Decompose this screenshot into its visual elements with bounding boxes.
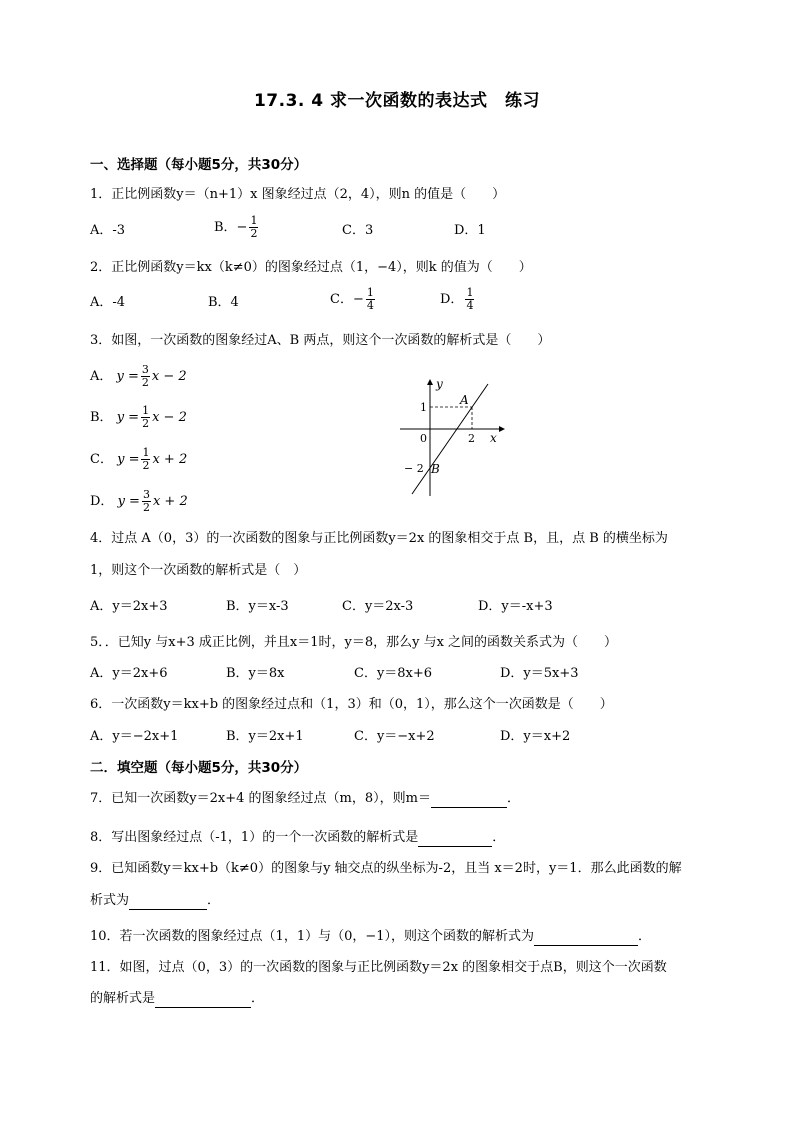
question-11-line-2 xyxy=(90,990,264,1008)
option-c: C．y＝2x-3 xyxy=(342,599,414,614)
question-6: 6．一次函数y＝kx+b 的图象经过点和（1，3）和（0，1），那么这个一次函数是（ ） xyxy=(90,697,613,712)
fraction-numerator: 1 xyxy=(250,214,258,227)
question-6-options xyxy=(90,728,710,748)
option-label: C． xyxy=(90,452,113,467)
point-b-label: B xyxy=(431,462,440,476)
question-1-options xyxy=(90,214,710,254)
option-a: A．y＝2x+6 xyxy=(90,666,168,681)
option-d xyxy=(440,287,476,312)
question-9-line-2 xyxy=(90,892,220,910)
option-c-label: C．− xyxy=(330,292,364,307)
option-c: C．y＝−x+2 xyxy=(354,729,435,744)
fraction xyxy=(249,215,258,240)
option-b: B．4 xyxy=(208,295,239,310)
y-tick-label-positive: 1 xyxy=(420,401,427,414)
y-axis-label: y xyxy=(436,377,443,391)
equation-lhs: y = xyxy=(117,452,140,467)
option-d: D．1 xyxy=(454,223,486,238)
question-9-line-1: 9．已知函数y＝kx+b（k≠0）的图象与y 轴交点的纵坐标为-2，且当 x＝2时，y＝1．那么此函数的解 xyxy=(90,861,682,876)
question-8-text: 8．写出图象经过点（-1，1）的一个一次函数的解析式是 xyxy=(90,830,419,845)
option-d-label: D． xyxy=(440,292,464,307)
equation-lhs: y = xyxy=(117,494,140,509)
answer-blank[interactable] xyxy=(418,832,492,847)
fraction xyxy=(141,447,150,472)
option-b xyxy=(214,215,260,240)
question-11-end: ． xyxy=(251,991,265,1006)
x-tick-label: 2 xyxy=(468,432,475,445)
equation-lhs: y = xyxy=(116,410,140,425)
fraction-numerator: 1 xyxy=(466,286,474,299)
fraction-numerator: 1 xyxy=(366,286,374,299)
option-label: D． xyxy=(90,494,114,509)
question-5: 5．．已知y 与x+3 成正比例，并且x＝1时，y＝8，那么y 与x 之间的函数关系式为（ ） xyxy=(90,635,618,650)
option-label: A． xyxy=(90,369,113,384)
option-c: C．3 xyxy=(342,223,374,238)
question-2-options xyxy=(90,286,710,326)
fraction-numerator: 1 xyxy=(142,446,150,459)
answer-blank[interactable] xyxy=(534,931,638,946)
fraction-denominator: 2 xyxy=(142,459,150,472)
option-d: D．y＝x+2 xyxy=(500,729,571,744)
answer-blank[interactable] xyxy=(431,793,507,808)
question-4-line-2: 1，则这个一次函数的解析式是（ ） xyxy=(90,563,307,578)
fraction xyxy=(142,489,151,514)
question-7-text: 7．已知一次函数y＝2x+4 的图象经过点（m，8），则m＝ xyxy=(90,791,431,806)
y-tick-label-negative: − 2 xyxy=(404,462,424,475)
fraction-numerator: 3 xyxy=(142,488,150,501)
fraction-denominator: 2 xyxy=(141,376,149,389)
option-a: A．-4 xyxy=(90,295,126,310)
equation-lhs: y = xyxy=(116,369,139,384)
question-9-text: 析式为 xyxy=(90,893,130,908)
question-3-option-a xyxy=(90,364,187,389)
fraction-numerator: 1 xyxy=(142,404,150,417)
question-8 xyxy=(90,829,505,847)
option-b: B．y＝8x xyxy=(226,666,285,681)
option-a: A．y＝−2x+1 xyxy=(90,729,179,744)
option-b: B．y＝x-3 xyxy=(226,599,289,614)
page-title: 17.3. 4 求一次函数的表达式 练习 xyxy=(253,91,541,111)
fraction xyxy=(141,364,150,389)
fraction xyxy=(465,287,474,312)
equation-rhs: x + 2 xyxy=(152,494,188,509)
fraction xyxy=(141,405,150,430)
question-3-option-c xyxy=(90,447,187,472)
question-1: 1．正比例函数y＝（n+1）x 图象经过点（2，4），则n 的值是（ ） xyxy=(90,187,506,202)
question-2: 2．正比例函数y＝kx（k≠0）的图象经过点（1，−4），则k 的值为（ ） xyxy=(90,260,532,275)
section-heading-choice: 一、选择题（每小题5分，共30分） xyxy=(90,157,308,173)
answer-blank[interactable] xyxy=(129,895,207,910)
section-heading-fill-in: 二．填空题（每小题5分，共30分） xyxy=(90,760,308,776)
question-4-options xyxy=(90,598,710,618)
point-a-label: A xyxy=(460,393,469,407)
origin-label: 0 xyxy=(420,432,427,445)
question-10-end: ． xyxy=(638,929,652,944)
x-axis-label: x xyxy=(490,431,497,445)
option-d: D．y＝5x+3 xyxy=(500,666,579,681)
question-3-option-b xyxy=(90,405,187,430)
equation-rhs: x + 2 xyxy=(152,452,188,467)
fraction-denominator: 4 xyxy=(466,299,474,312)
question-4-line-1: 4．过点 A（0，3）的一次函数的图象与正比例函数y＝2x 的图象相交于点 B，且，点 B 的横坐标为 xyxy=(90,531,668,546)
fraction-denominator: 2 xyxy=(250,227,258,240)
equation-rhs: x − 2 xyxy=(151,369,187,384)
option-b: B．y＝2x+1 xyxy=(226,729,304,744)
question-8-end: ． xyxy=(492,830,506,845)
question-3-graph xyxy=(396,374,516,500)
answer-blank[interactable] xyxy=(155,993,251,1008)
fraction-numerator: 3 xyxy=(141,363,149,376)
option-b-label: B．− xyxy=(214,220,248,235)
question-5-options xyxy=(90,665,710,685)
question-11-line-1: 11．如图，过点（0，3）的一次函数的图象与正比例函数y＝2x 的图象相交于点B，则这个一次函数 xyxy=(90,960,667,975)
question-3: 3．如图，一次函数的图象经过A、B 两点，则这个一次函数的解析式是（ ） xyxy=(90,333,551,348)
option-d: D．y＝-x+3 xyxy=(478,599,553,614)
question-7-end: ． xyxy=(506,791,520,806)
question-7 xyxy=(90,790,520,808)
option-c xyxy=(330,287,377,312)
question-11-text: 的解析式是 xyxy=(90,991,156,1006)
fraction xyxy=(366,287,375,312)
question-10 xyxy=(90,928,651,946)
fraction-denominator: 4 xyxy=(366,299,374,312)
question-9-end: ． xyxy=(207,893,221,908)
option-label: B． xyxy=(90,410,113,425)
question-10-text: 10．若一次函数的图象经过点（1，1）与（0，−1），则这个函数的解析式为 xyxy=(90,929,535,944)
equation-rhs: x − 2 xyxy=(152,410,187,425)
option-a: A．y＝2x+3 xyxy=(90,599,168,614)
fraction-denominator: 2 xyxy=(142,501,150,514)
option-a: A．-3 xyxy=(90,223,126,238)
option-c: C．y＝8x+6 xyxy=(354,666,433,681)
question-3-option-d xyxy=(90,489,188,514)
fraction-denominator: 2 xyxy=(142,417,150,430)
